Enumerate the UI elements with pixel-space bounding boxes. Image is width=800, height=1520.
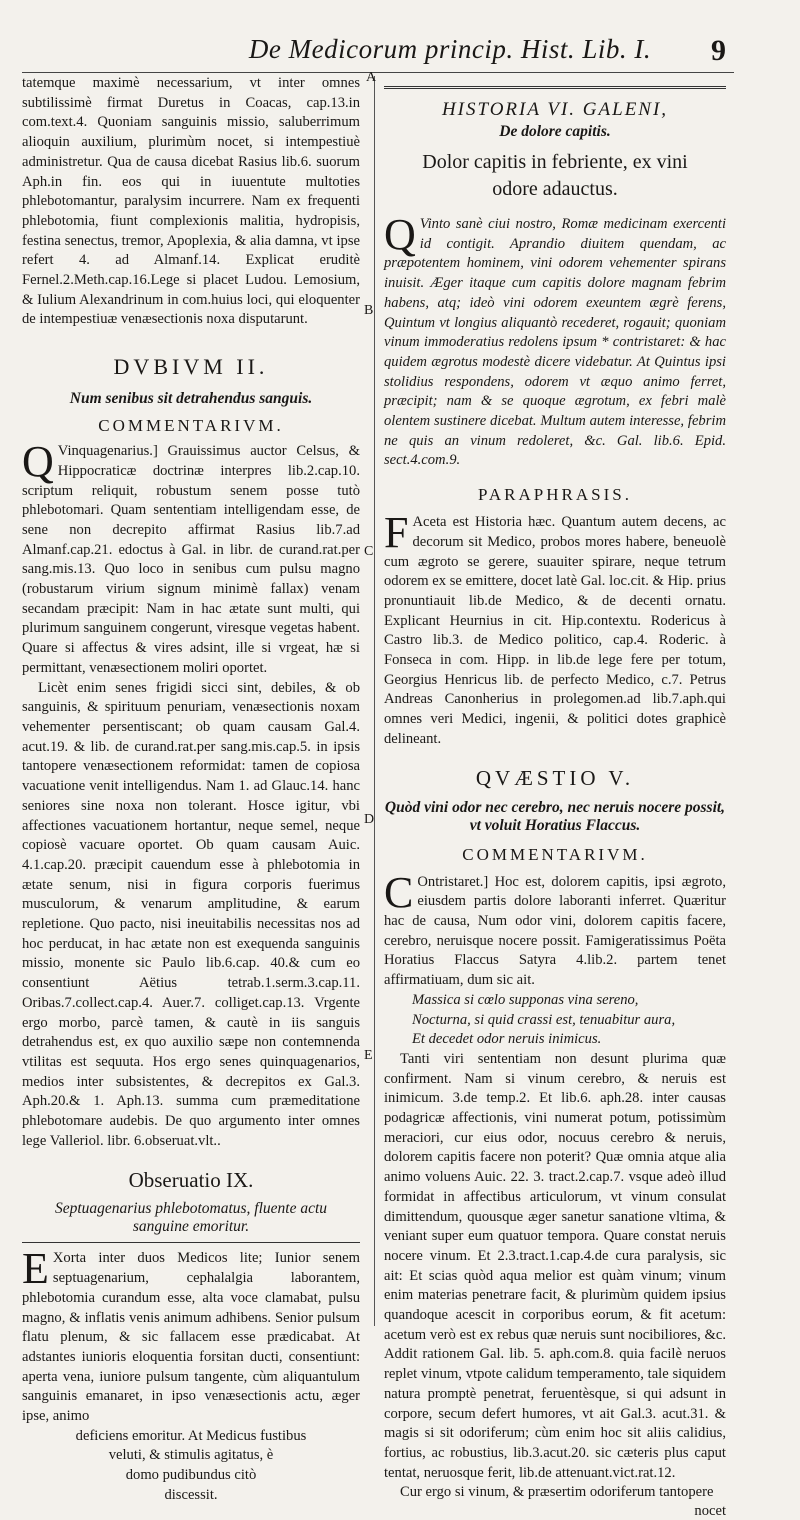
running-head: De Medicorum princip. Hist. Lib. I. [248,34,652,64]
historia-title: HISTORIA VI. GALENI, [441,99,669,120]
observatio-text: Xorta inter duos Medicos lite; Iunior senem septuagenarium, cephalalgia laborantem, phlebotomia curandum esse, alta voce clamabat, pulsu magno, & inflatis venis animum adhibens. Senior pulsum flatu plenum, & sic fallacem esse prædicabat. At adstantes iunioris eloquentia forsitan ducti, consentiunt: aperta vena, iuniore pulsum tangente, cùm aliquantulum sanguinis emanaret, in ipso venæsectionis actu, æger ipse, animo [22,1250,360,1425]
drop-cap: C [384,867,414,917]
margin-letter-c: C [364,544,374,559]
taper-line-1: deficiens emoritur. At Medicus fustibus [75,1427,307,1444]
observatio-title: Obseruatio IX. [128,1168,254,1193]
commentarium-heading: COMMENTARIVM. [98,416,284,436]
dubium-question: Num senibus sit detrahendus sanguis. [69,390,313,408]
historia-subtitle: De dolore capitis. [499,123,611,140]
verse-line-3: Et decedet odor neruis inimicus. [412,1031,602,1048]
paraphrasis-paragraph [384,508,726,749]
paragraph: Licèt enim senes frigidi sicci sint, debiles, & ob sanguinis, & spirituum penuriam, venæsectionis noxam vehementer persentiscant; ob quam causam Gal.4. acut.19. & lib. de curand.rat.per sang.mis.cap.5. in ipsis tantopere venæsectionem reformidat: tamen de copiosa vacuatione venit intelligendus. Nam 1. ad Glauc.14. hanc seniores sine noxa non tolerant. Hosce igitur, vbi affectiones vacuationem hortantur, neque semel, neque copiosè vacuare oportet. Ob quam causam Auic. 4.1.cap.20. præcipit cauendum esse à phlebotomia in ætate senum, nisi in figura corporis fuerimus musculorum, & venarum amplitudine, & earum repletione. Quo pacto, nisi ineuitabilis necessitas nos ad hoc perducat, in hac ætate non est exequenda sanguinis missio, monente sic Paulo lib.6.cap. 40.& cum eo consentiunt Aëtius tetrab.1.serm.3.cap.11. Oribas.7.collect.cap.4. Auer.7. colliget.cap.13. Vrgente ergo morbo, parcè tamen, & cautè in iis sanguis detrahendus est, ex quo auxilio sæpe non contemnenda vtilitas est sequuta. Hos ergo senes quinquagenarios, medios inter subsistentes, & decrepitos ex Gal.3. Aph.20.& 1. Aph.13. summa cum præmeditatione phlebotomare audebis. De quo argumento inter omnes lege Valleriol. libr. 6.obseruat.vlt.. [22,679,360,1149]
margin-letter-b: B [364,303,374,318]
historia-text: Vinto sanè ciui nostro, Romæ medicinam exercenti id contigit. Aprandio diuitem quendam, ac præpotentem hominem, vini odorem vehementer spirans inuisit. Æger itaque cum capitis dolore magnam febrim habens, atq; ideò vini odorem exeuntem ægrè ferens, Quintum vt longius aliquantò recederet, rogauit; quoniam vinum immoderatius redolens ipsum * contristaret: & hac quidem ægrotus modestè dicere videbatur. At Quintus ipsi stolidius respondens, odorem vt æquo animo ferret, præcipit; nam & se quoque ægrotum, ex febri malè olentem sustinere dicebat. Multum autem interesse, febrim ne quis an vinum redoleret, &c. Gal. lib.6. Epid. sect.4.com.9. [384,216,726,469]
column-divider [374,76,375,1326]
observatio-subtitle-line1: Septuagenarius phlebotomatus, fluente actu [54,1200,328,1218]
drop-cap: E [22,1244,49,1294]
paraphrasis-text: Aceta est Historia hæc. Quantum autem decens, ac decorum sit Medico, probos mores habere, beneuolè cum ægroto se gerere, suauiter spirare, neque tetrum odorem ex se emittere, docet latè Gal. loc.cit. & Hip. prius pronuntiauit lib.de Medico, & de decenti ornatu. Explicant Heurnius in cit. Hip.contextu. Rodericus à Castro lib.3. de Medico politico, cap.4. Roderic. à Fonseca in com. Hipp. in lib.de lege fere per totum, Georgius Henricus lib. de perfecto Medico, c.7. Petrus Andreas Canonherius in prolegomen.ad lib.7.aph.qui omnes veri Medici, ingenii, & politici dotes graphicè delineant. [384,514,726,747]
verse-line-1: Massica si cœlo supponas vina sereno, [412,991,639,1008]
drop-cap: Q [384,210,416,259]
margin-letter-d: D [364,812,375,827]
quaestio-title: QVÆSTIO V. [475,765,635,790]
observatio-subtitle-line2: sanguine emoritur. [132,1218,250,1236]
commentary-paragraph [384,867,726,991]
dubium-title: DVBIVM II. [113,354,269,380]
commentary-text: Ontristaret.] Hoc est, dolorem capitis, ipsi ægroto, eiusdem partis dolore laboranti inferret. Quæritur hac de causa, Num odor vini, dolorem capitis facere, cerebro, neruisque nocere possit. Famigeratissimus Poëta Horatius Flaccus Satyra 4.lib.2. partem tenet affirmatiuam, dum sic ait. [384,873,726,989]
paragraph: Tanti viri sententiam non desunt plurima quæ confirment. Nam si vinum cerebro, & neruis est inimicum. 3.de temp.2. Et lib.6. aph.28. inter causas podagricæ affectionis, vini numerat potum, potissimùm meraciori, cur eius odor, nocuus cerebro & neruis, dolorem capitis facere non poterit? Quæ omnia atque alia animo voluens Auic. 22. 3. tract.2.cap.7. vsque adeò illud formidat in affectibus articulorum, vt vinum consulat dimittendum, quousque æger sanetur sanatione vltima, & veniant super eum quatuor tempora. Quare constat neruis nocere vinum. Et 2.3.tract.1.cap.4.de cura paralysis, sic ait: Et scias quòd aqua melior est quàm vinum; vinum enim materias penetrare facit, & plurimùm quidem ipsius quandoque acescit in corporibus eorum, & fit acetum: acetum verò est ex rebus quæ neruis sunt nocibiliores, &c. Addit rationem Gal. lib. 5. aph.com.8. quia facilè neruos replet vinum, vtpote calidum temperamento, tale siquidem natura promptè penetrat, feruentèsque, si qui adsunt in corpore, secum defert humores, vt ait Gal.3. acut.31. & magis si sit odoriferum; cùm enim hoc sit aliis calidius, fortius, ac robustius, lib.3.acut.20. sic cæteris plus caput tentat, neruosque ferit, lib.de attenuant.vict.rat.12. [384,1050,726,1481]
commentarium-heading: COMMENTARIVM. [462,844,648,864]
drop-cap: Q [22,437,54,487]
taper-line-3: domo pudibundus citò [125,1467,257,1484]
taper-line-2: veluti, & stimulis agitatus, è [108,1447,274,1464]
drop-cap: F [384,508,409,558]
paragraph-last: Cur ergo si vinum, & præsertim odoriferum tantopere [400,1484,714,1501]
left-column [22,74,360,1503]
page-number: 9 [711,34,726,67]
catchword: nocet [694,1503,726,1520]
paraphrasis-heading: PARAPHRASIS. [478,485,632,505]
paragraph-continued: tatemque maximè necessarium, vt inter omnes subtilissimè firmat Duretus in Coacas, cap.13.in com.text.4. Quoniam sanguinis missio, saluberrimum alioquin auxilium, plurimùm nocet, si intempestiuè administretur. Qua de causa dicebat Rasius lib.6. suorum Aph.in fin. eos qui in iuuentute multoties phlebotomantur, paralysim incurrere. Nam ex frequenti phlebotomia, fiunt complexionis malitia, hydropisis, festina senectus, tremor, Apoplexia, & alia damna, vt ipse refert 4. ad Almanf.14. Explicat eruditè Fernel.2.Meth.cap.16.Lege si placet Ludou. Lemosium, & Iulium Alexandrinum in com.huius loci, qui eloquenter de intempestiuæ venæsectionis noxa disputarunt. [22,75,360,328]
margin-letter-a: A [366,70,377,85]
historia-paragraph [384,210,726,471]
taper-line-4: discessit. [164,1486,218,1503]
historia-heading: Dolor capitis in febriente, ex vini odore adauctus. [422,151,688,200]
header-rule [22,72,734,73]
verse-line-2: Nocturna, si quid crassi est, tenuabitur aura, [412,1011,676,1028]
right-column [384,74,726,1520]
commentary-text: Vinquagenarius.] Grauissimus auctor Celsus, & Hippocraticæ doctrinæ interpres lib.2.cap.10. scriptum reliquit, robustum senem posse tutò phlebotomari. Quam sententiam intelligendam esse, de sene non decrepito affirmat Rasius lib.7.ad Almanf.cap.21. edoctus à Gal. in libr. de curand.rat.per sang.mis.13. Quo loco in senibus cum pulsu magno (robustarum virium signum minimè fallax) venam secandam præcipit: Nam in hac ætate sunt multi, qui plurimum sanguinem congerunt, viresque vegetas habent. Quare si affectus & vires adsint, ille si vrgeat, hæ si permittant, venæsectionem moliri oportet. [22,443,360,676]
observatio-paragraph [22,1244,360,1426]
top-rule [384,86,726,89]
commentary-paragraph [22,437,360,678]
quaestio-question-line1: Quòd vini odor nec cerebro, nec neruis nocere possit, [384,798,726,816]
section-rule [22,1242,360,1243]
quaestio-question-line2: vt voluit Horatius Flaccus. [469,816,641,834]
margin-letter-e: E [364,1048,373,1063]
